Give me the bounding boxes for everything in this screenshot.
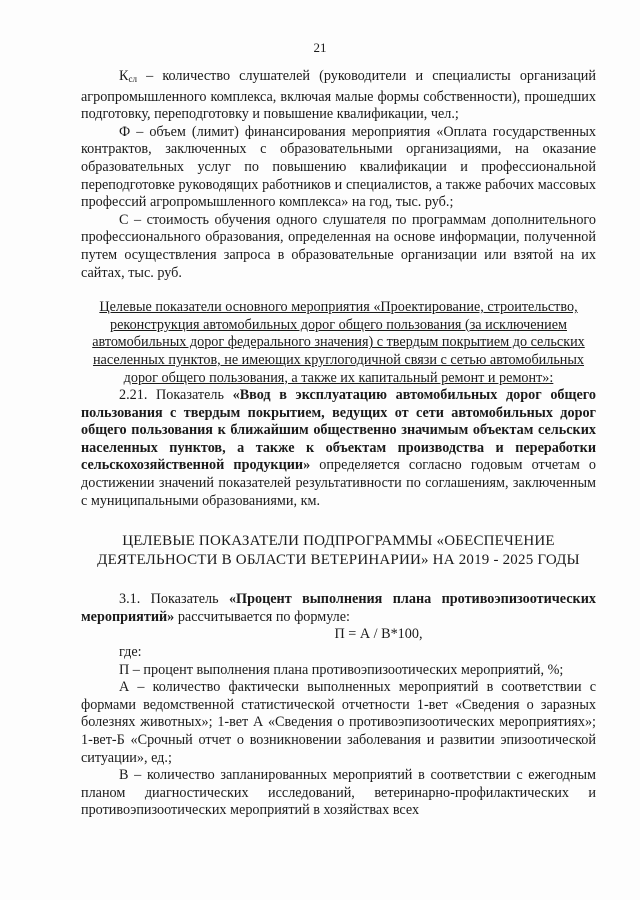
formula: П = А / В*100, — [334, 626, 423, 643]
paragraph-p: П – процент выполнения плана противоэпизоотических мероприятий, %; — [119, 661, 564, 678]
indicator-2-21-prefix: 2.21. Показатель — [119, 387, 233, 404]
indicator-3-1-prefix: 3.1. Показатель — [119, 591, 229, 608]
paragraph-c: С – стоимость обучения одного слушателя по программам дополнительного профессионального образования, определенная на основе информации, полученной путем осуществления запроса в образовательные организации или взятой на их сайтах, тыс. руб. — [81, 211, 596, 281]
symbol-k-subscript: сл — [128, 74, 137, 84]
indicator-3-1 — [81, 591, 596, 626]
where-label: где: — [119, 644, 142, 661]
section-title: ЦЕЛЕВЫЕ ПОКАЗАТЕЛИ ПОДПРОГРАММЫ «ОБЕСПЕЧЕНИЕ ДЕЯТЕЛЬНОСТИ В ОБЛАСТИ ВЕТЕРИНАРИИ» НА 2019 - 2025 ГОДЫ — [97, 533, 580, 569]
symbol-k: К — [119, 68, 129, 84]
paragraph-a: А – количество фактически выполненных мероприятий в соответствии с формами ведомственной статистической отчетности 1-вет «Сведения о заразных болезнях животных»; 1-вет А «Сведения о противоэпизоотических мероприятиях»; 1-вет-Б «Срочный отчет о возникновении заболевания и развитии эпизоотической ситуации», ед.; — [81, 679, 596, 766]
indicator-2-21 — [81, 387, 596, 510]
page-number: 21 — [313, 40, 327, 55]
indicator-2-21-text: определяется согласно годовым отчетам о достижении значений показателей результативности по соглашениям, заключенным с муниципальными образованиями, км. — [81, 457, 596, 509]
indicator-3-1-text: рассчитывается по формуле: — [174, 608, 351, 625]
paragraph-k-sl-text: – количество слушателей (руководители и специалисты организаций агропромышленного комплекса, включая малые формы собственности), прошедших подготовку, переподготовку и повышение квалификации, чел.; — [81, 68, 596, 123]
target-indicators-heading: Целевые показатели основного мероприятия «Проектирование, строительство, реконструкция автомобильных дорог общего пользования (за исключением автомобильных дорог федерального значения) с твердым покрытием до сельских населенных пунктов, не имеющих круглогодичной связи с сетью автомобильных дорог общего пользования, а также их капитальный ремонт и ремонт»: — [92, 299, 585, 386]
indicator-3-1-title: «Процент выполнения плана противоэпизоотических мероприятий» — [81, 591, 596, 625]
paragraph-k-sl — [81, 68, 596, 124]
spacer — [81, 282, 596, 299]
indicator-2-21-title: «Ввод в эксплуатацию автомобильных дорог общего пользования с твердым покрытием, ведущих от сети автомобильных дорог общего пользования к ближайшим общественно значимым объектам сельских населенных пунктов, а также к объектам производства и переработки сельскохозяйственной продукции» — [81, 387, 596, 474]
paragraph-b: В – количество запланированных мероприятий в соответствии с ежегодным планом диагностических исследований, ветеринарно-профилактических и противоэпизоотических мероприятий в хозяйствах всех — [81, 767, 596, 819]
document-body — [81, 68, 596, 820]
paragraph-f: Ф – объем (лимит) финансирования мероприятия «Оплата государственных контрактов, заключенных с образовательными организациями, на оказание образовательных услуг по повышению квалификации и профессиональной переподготовке руководящих работников и специалистов, а также рабочих массовых профессий агропромышленного комплекса» на год, тыс. руб.; — [81, 123, 596, 211]
